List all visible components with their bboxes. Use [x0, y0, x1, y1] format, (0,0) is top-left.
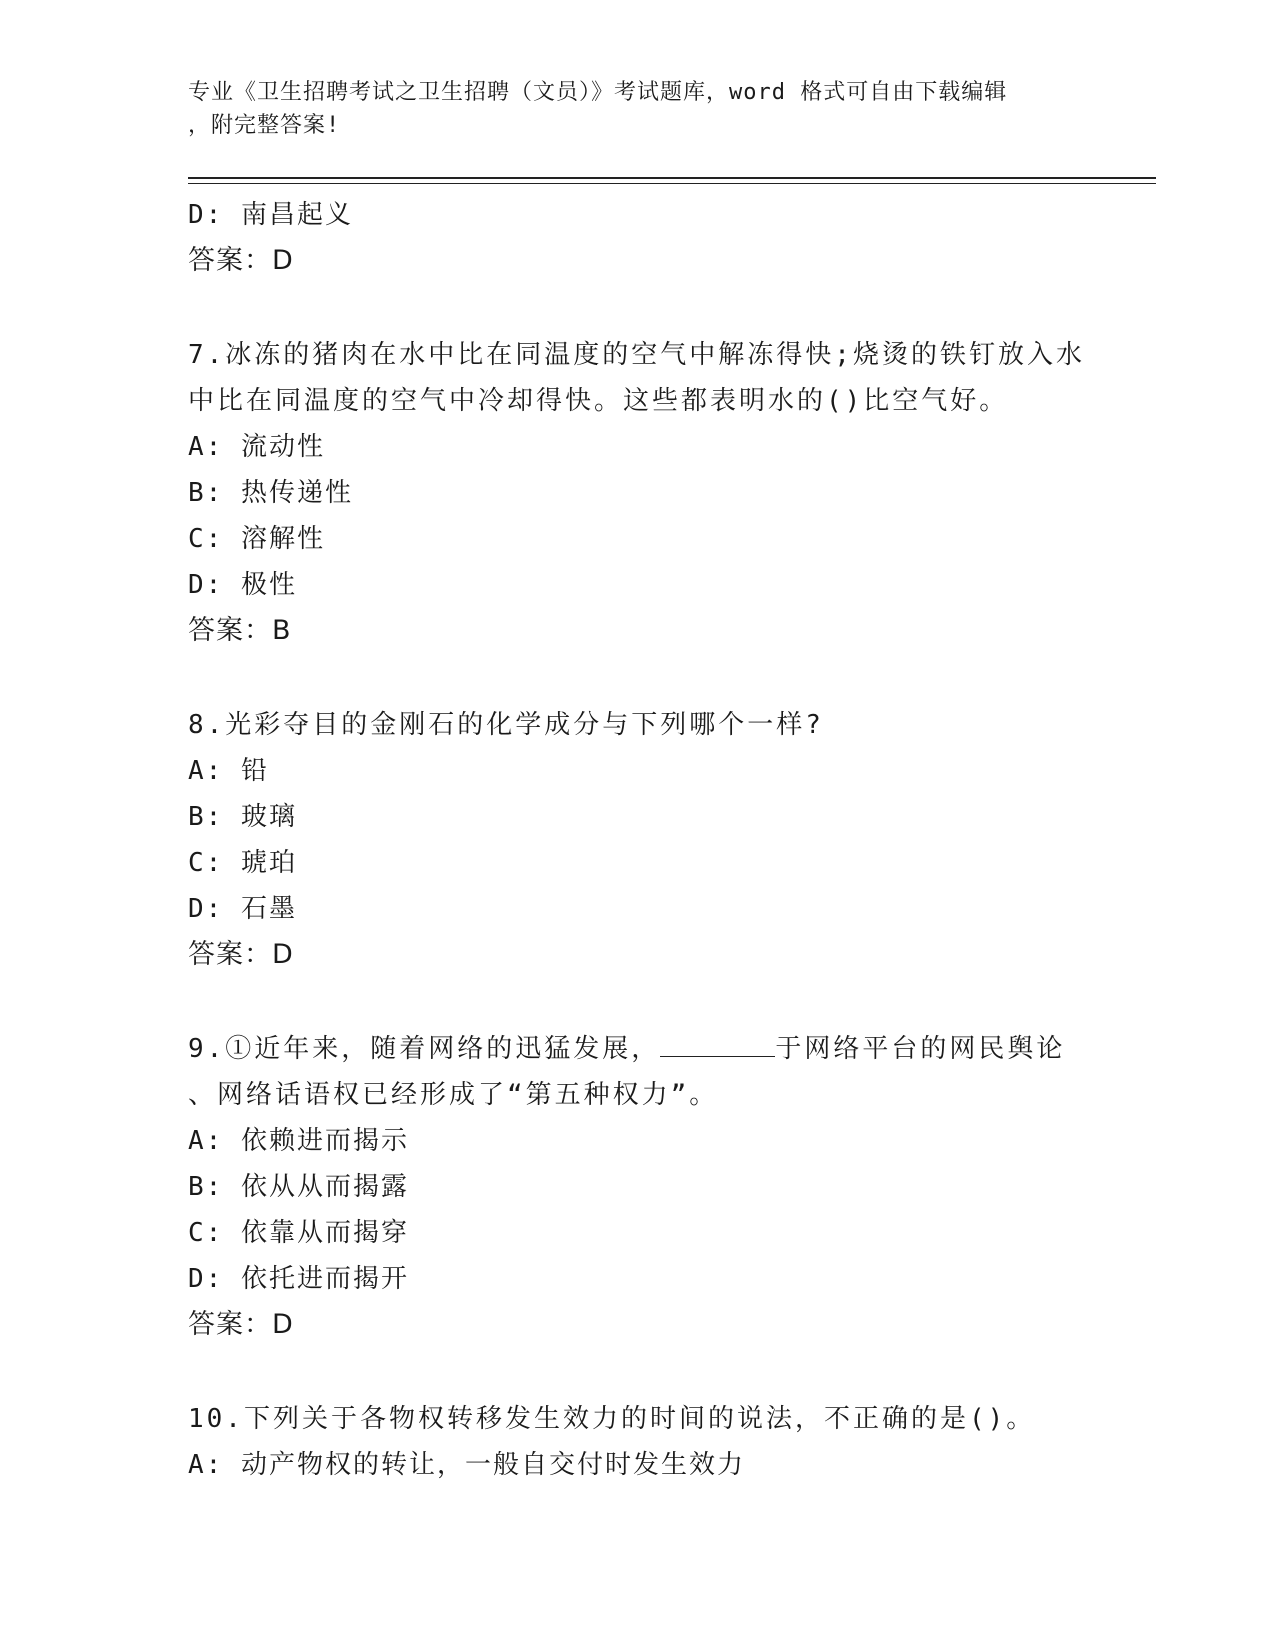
option-c: C: 琥珀	[188, 848, 297, 878]
answer: 答案：D	[188, 939, 294, 970]
question-6-tail	[188, 192, 1088, 284]
document-header	[188, 76, 1068, 142]
question-text	[188, 1026, 1088, 1072]
fill-in-blank	[660, 1030, 775, 1057]
question-text-end: 于网络平台的网民舆论	[775, 1034, 1066, 1064]
question-text: 、网络话语权已经形成了“第五种权力”。	[188, 1080, 719, 1110]
question-8	[188, 702, 1088, 978]
option-b: B: 依从从而揭露	[188, 1172, 409, 1202]
question-list	[188, 192, 1088, 1488]
question-text: 8.光彩夺目的金刚石的化学成分与下列哪个一样?	[188, 710, 824, 740]
header-line-2: ，附完整答案!	[188, 113, 341, 138]
option-d: D: 石墨	[188, 894, 297, 924]
question-7	[188, 332, 1088, 654]
option-d: D: 极性	[188, 570, 297, 600]
question-10	[188, 1396, 1088, 1488]
answer: 答案：D	[188, 245, 294, 276]
question-text-start: 9.①近年来，随着网络的迅猛发展，	[188, 1034, 661, 1064]
header-divider-thick	[188, 177, 1156, 179]
option-a: A: 依赖进而揭示	[188, 1126, 409, 1156]
question-text: 中比在同温度的空气中冷却得快。这些都表明水的()比空气好。	[188, 386, 1009, 416]
answer: 答案：B	[188, 615, 292, 646]
option-a: A: 铅	[188, 756, 269, 786]
option-d: D: 南昌起义	[188, 200, 353, 230]
question-text: 10.下列关于各物权转移发生效力的时间的说法，不正确的是()。	[188, 1404, 1036, 1434]
option-a: A: 动产物权的转让，一般自交付时发生效力	[188, 1450, 745, 1480]
question-text: 7.冰冻的猪肉在水中比在同温度的空气中解冻得快;烧烫的铁钉放入水	[188, 340, 1085, 370]
option-a: A: 流动性	[188, 432, 325, 462]
option-c: C: 依靠从而揭穿	[188, 1218, 409, 1248]
header-divider-thin	[188, 183, 1156, 184]
header-line-1: 专业《卫生招聘考试之卫生招聘（文员）》考试题库，word 格式可自由下载编辑	[188, 80, 1008, 105]
option-c: C: 溶解性	[188, 524, 325, 554]
answer: 答案：D	[188, 1309, 294, 1340]
option-b: B: 玻璃	[188, 802, 297, 832]
option-d: D: 依托进而揭开	[188, 1264, 409, 1294]
question-9	[188, 1026, 1088, 1348]
option-b: B: 热传递性	[188, 478, 353, 508]
